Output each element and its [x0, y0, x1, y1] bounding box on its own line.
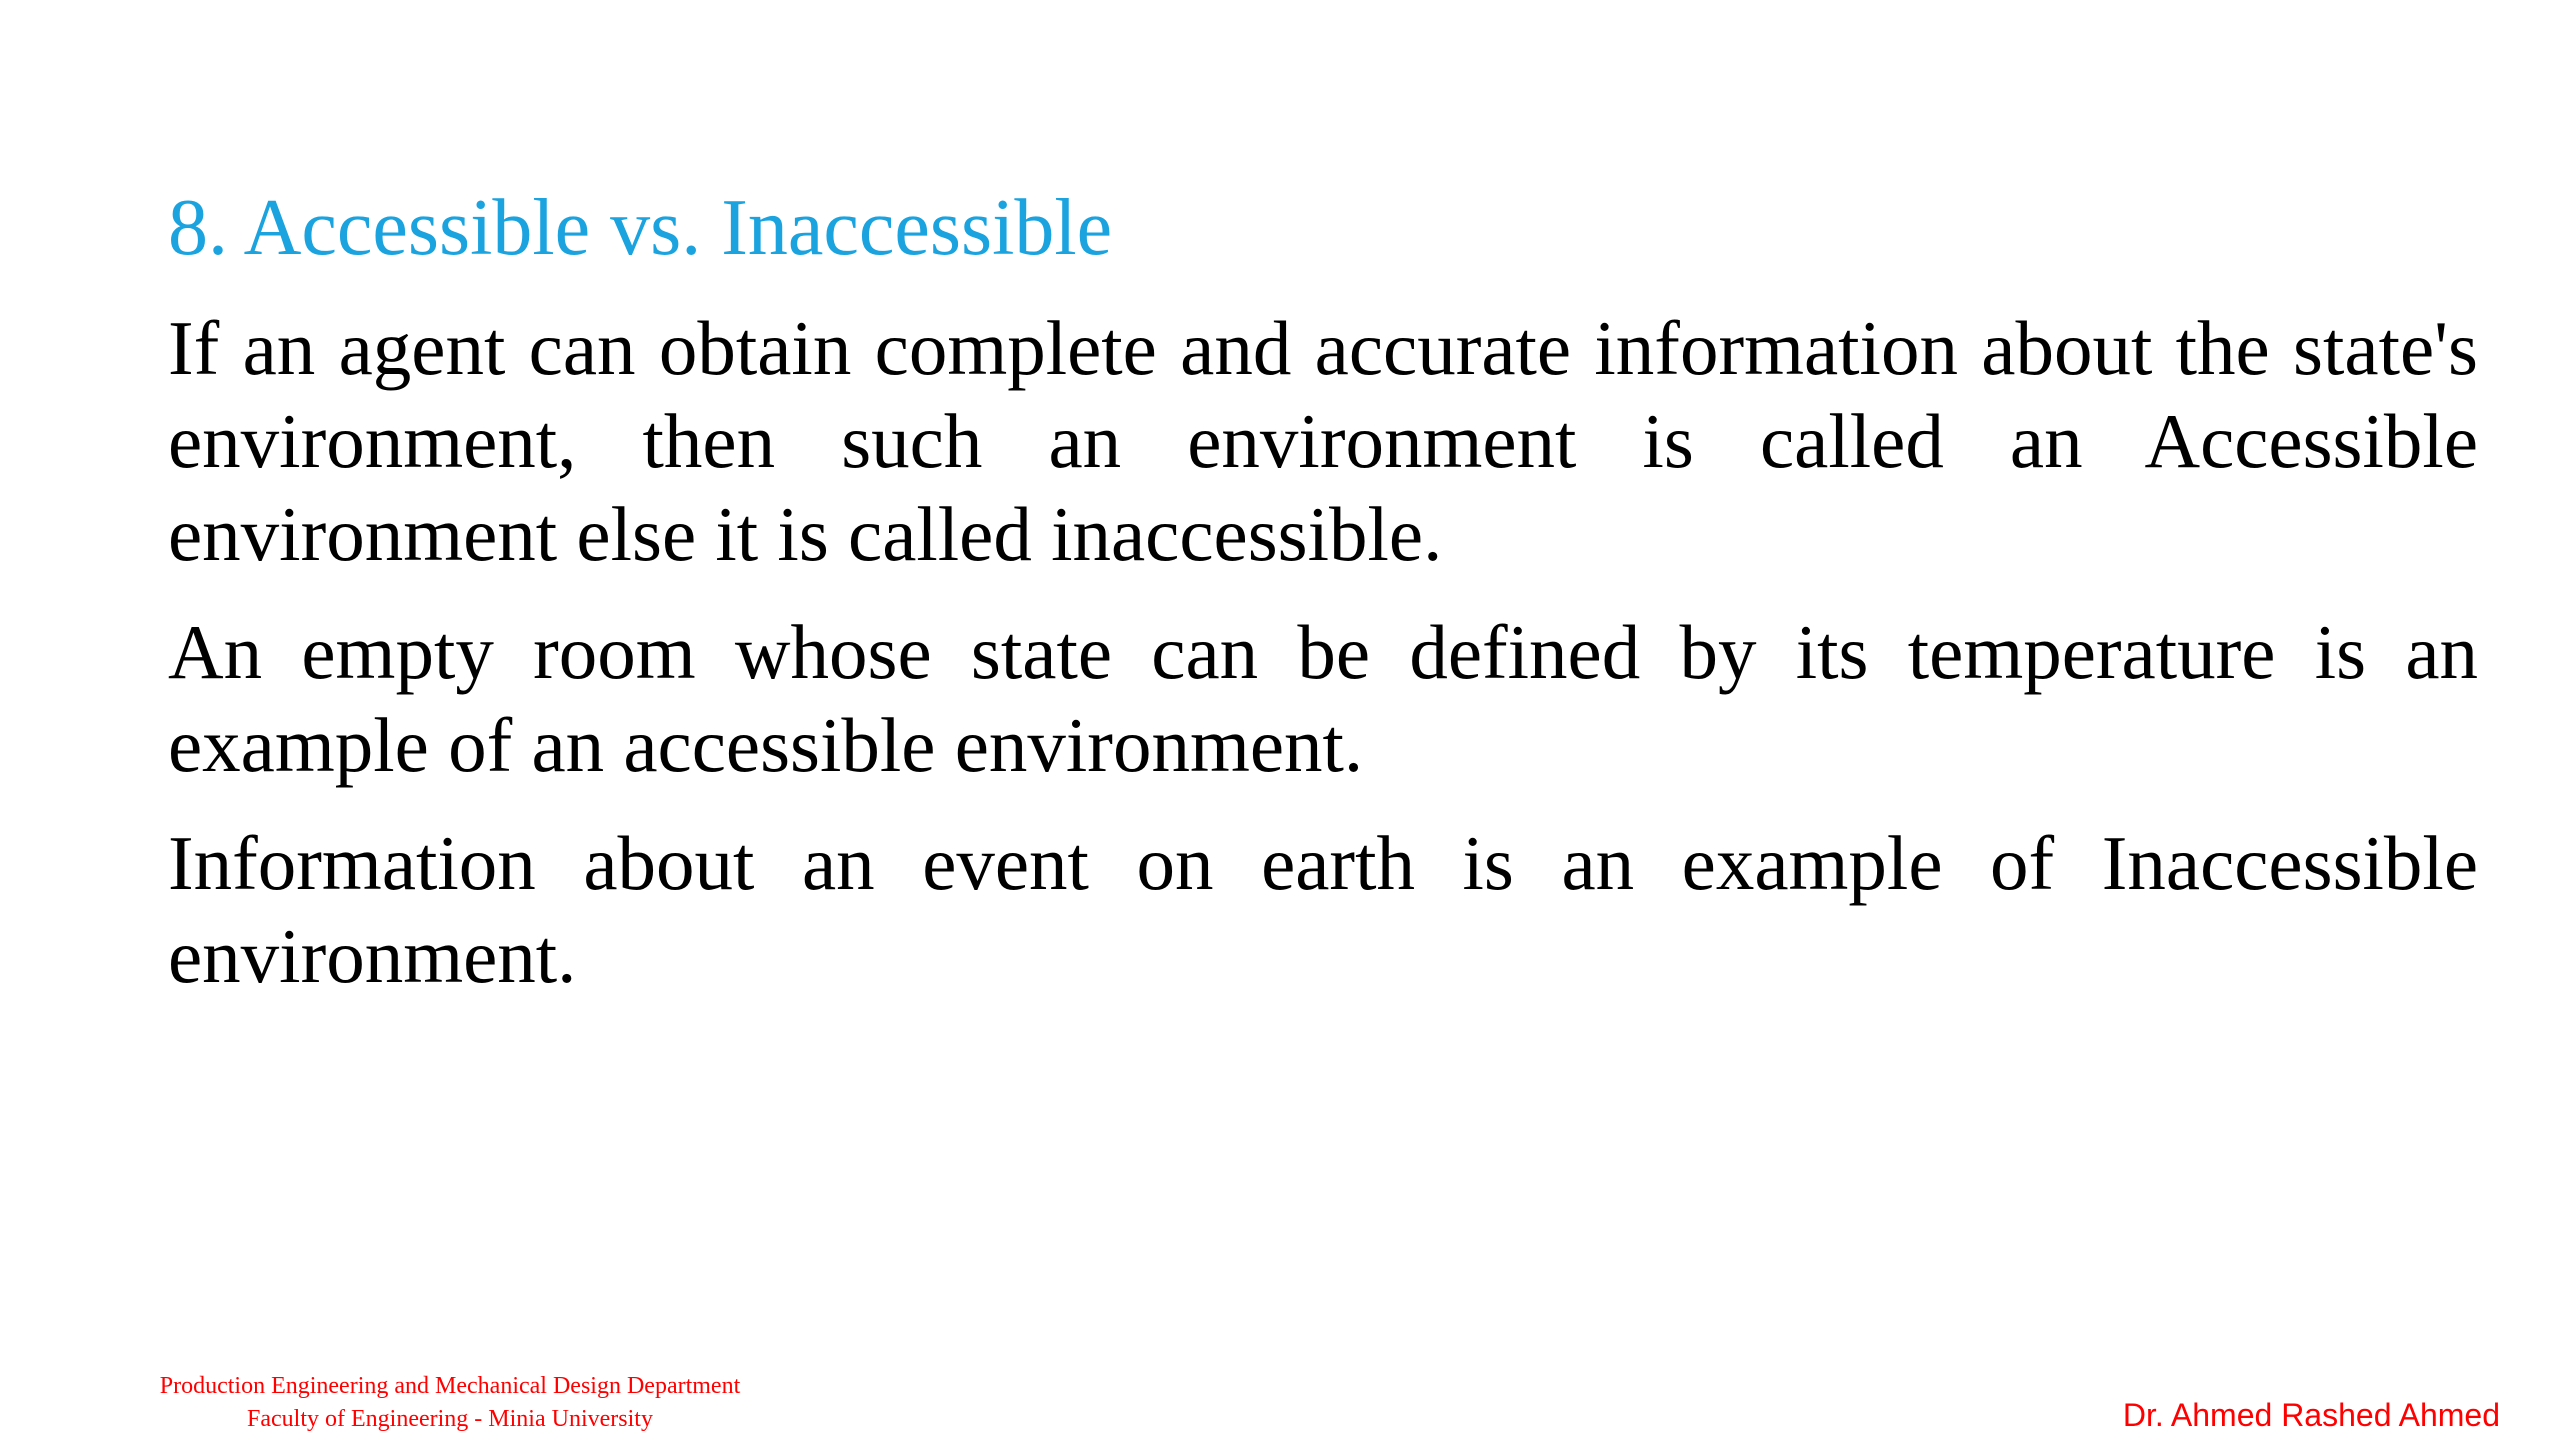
footer-department [60, 1370, 840, 1436]
footer-department-line: Production Engineering and Mechanical Design Department [159, 1373, 741, 1399]
footer-author: Dr. Ahmed Rashed Ahmed [2122, 1397, 2500, 1433]
body-paragraph-definition: If an agent can obtain complete and accurate information about the state's environment, then such an environment is called an Accessible environment else it is called inaccessible. [168, 305, 2478, 577]
slide-body [168, 302, 2478, 1028]
footer-faculty-line: Faculty of Engineering - Minia University [247, 1406, 653, 1432]
body-paragraph-inaccessible-example: Information about an event on earth is an example of Inaccessible environment. [168, 820, 2478, 999]
slide-title: 8. Accessible vs. Inaccessible [168, 184, 1113, 272]
body-paragraph-accessible-example: An empty room whose state can be defined by its temperature is an example of an accessible environment. [168, 609, 2478, 788]
